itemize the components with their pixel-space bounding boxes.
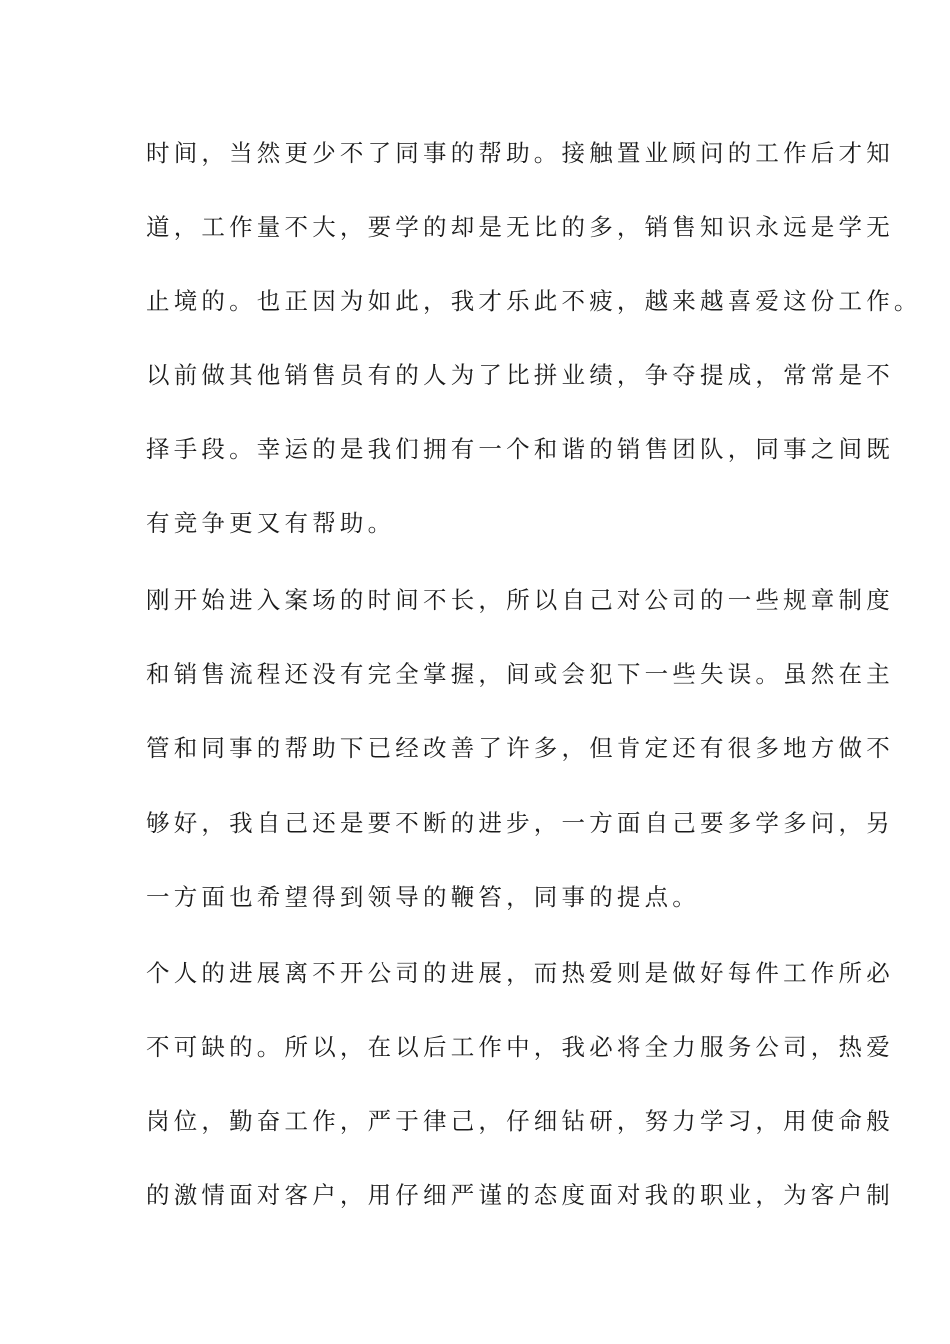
text-line: 时间，当然更少不了同事的帮助。接触置业顾问的工作后才知 (146, 139, 894, 167)
text-line: 够好，我自己还是要不断的进步，一方面自己要多学多问，另 (146, 809, 894, 837)
text-line: 岗位，勤奋工作，严于律己，仔细钻研，努力学习，用使命般 (146, 1107, 894, 1135)
text-line: 有竞争更又有帮助。 (146, 509, 396, 537)
text-line: 道，工作量不大，要学的却是无比的多，销售知识永远是学无 (146, 213, 894, 241)
text-line: 刚开始进入案场的时间不长，所以自己对公司的一些规章制度 (146, 586, 894, 614)
text-line: 择手段。幸运的是我们拥有一个和谐的销售团队，同事之间既 (146, 435, 894, 463)
text-line: 的激情面对客户，用仔细严谨的态度面对我的职业，为客户制 (146, 1181, 894, 1209)
text-line: 和销售流程还没有完全掌握，间或会犯下一些失误。虽然在主 (146, 660, 894, 688)
text-line: 管和同事的帮助下已经改善了许多，但肯定还有很多地方做不 (146, 734, 894, 762)
text-line: 个人的进展离不开公司的进展，而热爱则是做好每件工作所必 (146, 959, 894, 987)
text-line: 以前做其他销售员有的人为了比拼业绩，争夺提成，常常是不 (146, 361, 894, 389)
text-line: 止境的。也正因为如此，我才乐此不疲，越来越喜爱这份工作。 (146, 287, 922, 315)
text-line: 不可缺的。所以，在以后工作中，我必将全力服务公司，热爱 (146, 1033, 894, 1061)
text-line: 一方面也希望得到领导的鞭笞，同事的提点。 (146, 883, 700, 911)
